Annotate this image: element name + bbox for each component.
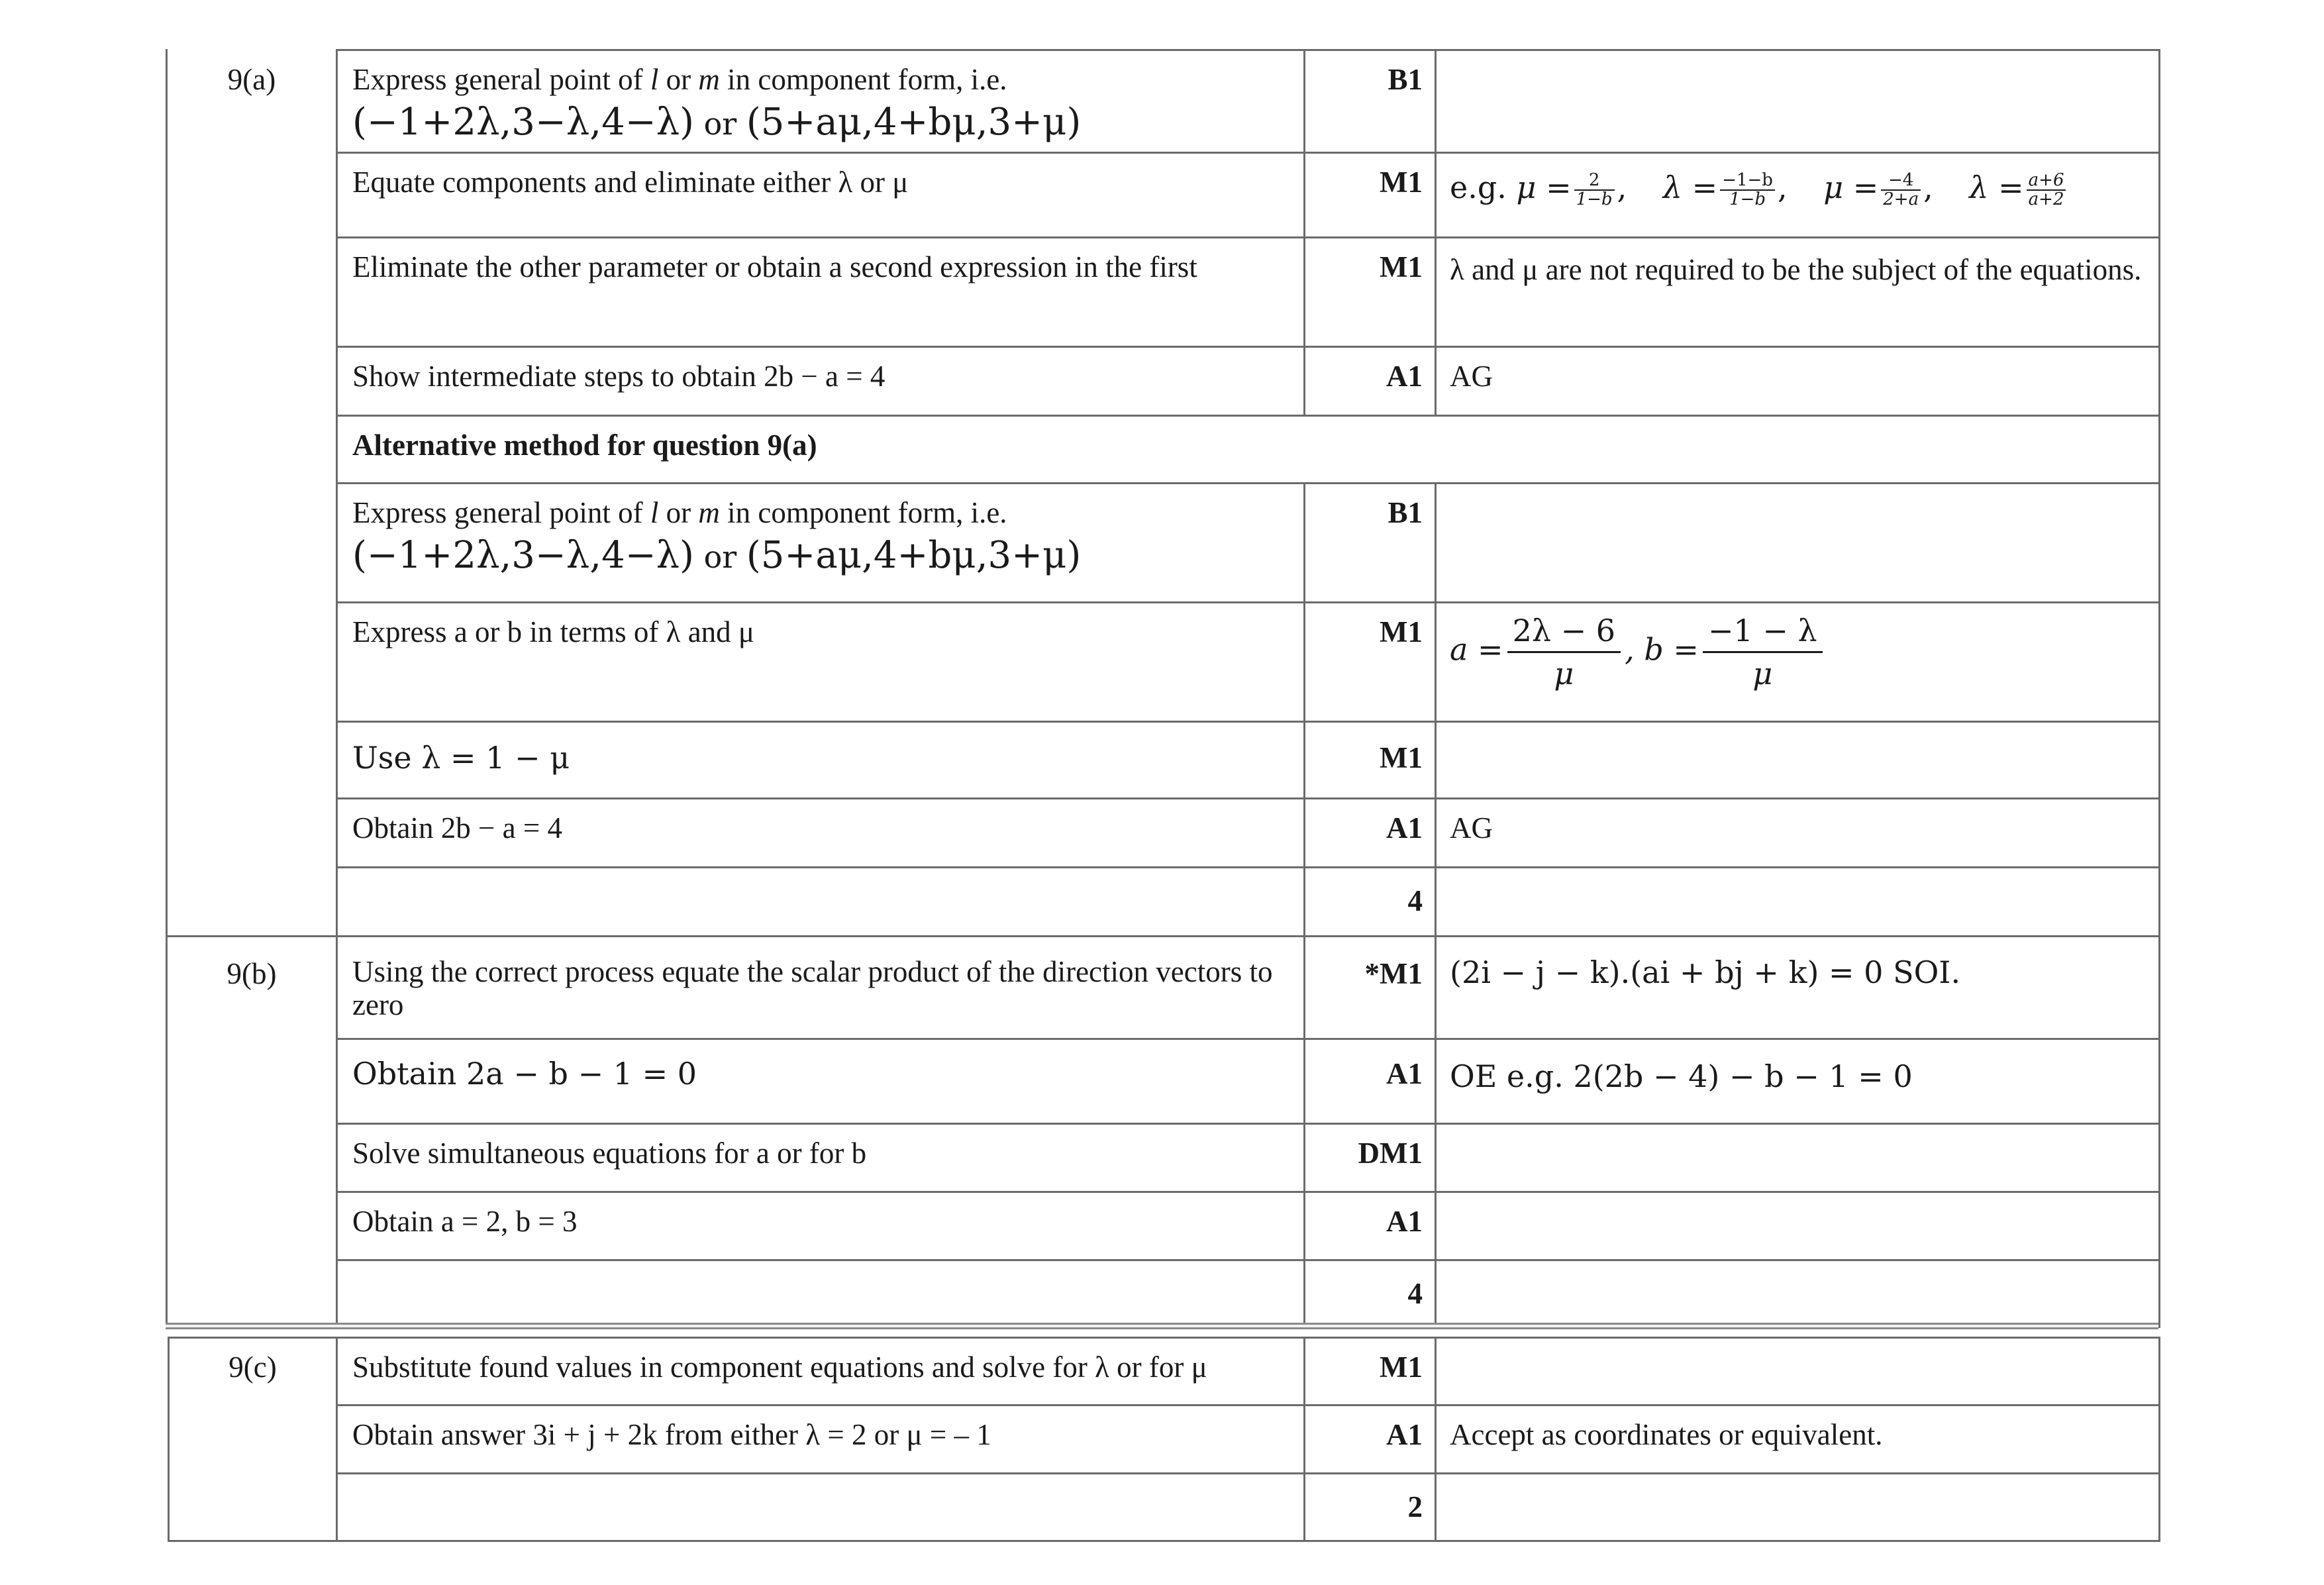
fraction <box>1720 172 1775 209</box>
table-row <box>167 1260 2160 1327</box>
question-number-cell <box>167 722 337 799</box>
fraction-numerator: 2λ − 6 <box>1507 610 1621 653</box>
table-row <box>167 603 2160 722</box>
answer-description: Equate components and eliminate either λ or μ <box>337 153 1305 238</box>
total-marks: 4 <box>1305 868 1436 937</box>
general-point-m: (5+aμ,4+bμ,3+μ) <box>746 534 1082 577</box>
question-number-cell <box>167 1039 337 1124</box>
table-row <box>169 1406 2160 1474</box>
total-marks: 4 <box>1305 1260 1436 1327</box>
fraction <box>1507 610 1621 694</box>
question-number-cell <box>167 416 337 484</box>
fraction-denominator: a+2 <box>2028 189 2064 209</box>
fraction-denominator: 1−b <box>1576 189 1613 209</box>
mark-code: M1 <box>1305 1338 1436 1406</box>
line-l: l <box>650 63 659 96</box>
question-number-cell <box>169 1406 337 1474</box>
desc-text: Express general point of <box>352 63 650 96</box>
guidance-cell <box>1436 1124 2160 1192</box>
fraction <box>2027 172 2066 209</box>
answer-description: Express a or b in terms of λ and μ <box>337 603 1305 722</box>
b-expression: , b = <box>1625 631 1699 668</box>
mark-code: M1 <box>1305 722 1436 799</box>
fraction-denominator: μ <box>1752 656 1773 692</box>
table-row <box>167 347 2160 416</box>
separator: , <box>1617 170 1627 205</box>
answer-description <box>337 1260 1305 1327</box>
question-number-9b: 9(b) <box>167 937 337 1039</box>
table-row <box>169 1474 2160 1541</box>
guidance-cell <box>1436 1192 2160 1260</box>
guidance-text: Accept as coordinates or equivalent. <box>1436 1406 2160 1474</box>
guidance-cell <box>1436 1260 2160 1327</box>
question-number-9c: 9(c) <box>169 1338 337 1406</box>
fraction-denominator: 2+a <box>1883 189 1919 209</box>
answer-description: Use λ = 1 − μ <box>337 722 1305 799</box>
answer-description <box>337 50 1305 153</box>
mark-code: A1 <box>1305 1406 1436 1474</box>
line-l: l <box>650 496 659 529</box>
guidance-cell <box>1436 603 2160 722</box>
fraction <box>1881 172 1921 209</box>
answer-description: Obtain a = 2, b = 3 <box>337 1192 1305 1260</box>
table-row <box>167 868 2160 937</box>
or-word: or <box>693 539 746 575</box>
answer-description <box>337 868 1305 937</box>
table-row <box>167 1124 2160 1192</box>
answer-description: Obtain 2b − a = 4 <box>337 799 1305 868</box>
answer-description <box>337 1474 1305 1541</box>
lambda-expression: λ = <box>1662 170 1718 205</box>
alternative-method-heading: Alternative method for question 9(a) <box>337 416 2160 484</box>
answer-description: Solve simultaneous equations for a or for b <box>337 1124 1305 1192</box>
question-number-cell <box>167 603 337 722</box>
guidance-text: AG <box>1436 799 2160 868</box>
total-marks: 2 <box>1305 1474 1436 1541</box>
section-divider <box>166 1323 2158 1329</box>
general-point-l: (−1+2λ,3−λ,4−λ) <box>352 534 694 577</box>
fraction-numerator: a+6 <box>2027 172 2066 191</box>
table-row <box>167 937 2160 1039</box>
lambda-expression: λ = <box>1969 170 2024 205</box>
answer-description: Substitute found values in component equations and solve for λ or for μ <box>337 1338 1305 1406</box>
mark-scheme-table-ab <box>166 49 2160 1328</box>
desc-text: Express general point of <box>352 496 650 529</box>
desc-text: or <box>658 63 699 96</box>
answer-description: Show intermediate steps to obtain 2b − a = 4 <box>337 347 1305 416</box>
mu-expression: μ = <box>1516 170 1572 205</box>
fraction-numerator: −1−b <box>1720 172 1775 191</box>
desc-text: in component form, i.e. <box>719 63 1007 96</box>
answer-description: Obtain answer 3i + j + 2k from either λ = 2 or μ = – 1 <box>337 1406 1305 1474</box>
table-row <box>167 722 2160 799</box>
guidance-cell <box>1436 484 2160 603</box>
question-number-cell <box>167 347 337 416</box>
mark-code: B1 <box>1305 50 1436 153</box>
fraction-numerator: 2 <box>1574 172 1615 191</box>
line-m: m <box>698 63 720 96</box>
desc-text: in component form, i.e. <box>719 496 1007 529</box>
question-number-cell <box>167 1192 337 1260</box>
question-number-cell <box>167 1260 337 1327</box>
mark-code: DM1 <box>1305 1124 1436 1192</box>
guidance-text: (2i − j − k).(ai + bj + k) = 0 SOI. <box>1436 937 2160 1039</box>
table-row <box>167 153 2160 238</box>
answer-description: Using the correct process equate the scalar product of the direction vectors to zero <box>337 937 1305 1039</box>
answer-description: Obtain 2a − b − 1 = 0 <box>337 1039 1305 1124</box>
table-row <box>167 1039 2160 1124</box>
table-row <box>167 238 2160 347</box>
guidance-text: OE e.g. 2(2b − 4) − b − 1 = 0 <box>1436 1039 2160 1124</box>
mark-code: B1 <box>1305 484 1436 603</box>
guidance-text: AG <box>1436 347 2160 416</box>
or-word: or <box>693 106 746 142</box>
answer-description <box>337 484 1305 603</box>
question-number-cell <box>167 238 337 347</box>
mark-code: A1 <box>1305 1039 1436 1124</box>
mark-scheme-table-c <box>168 1337 2160 1542</box>
question-number-cell <box>167 1124 337 1192</box>
guidance-cell <box>1436 868 2160 937</box>
answer-description: Eliminate the other parameter or obtain a second expression in the first <box>337 238 1305 347</box>
mark-code: M1 <box>1305 603 1436 722</box>
fraction-numerator: −4 <box>1881 172 1921 191</box>
mark-code: A1 <box>1305 799 1436 868</box>
guidance-cell <box>1436 50 2160 153</box>
table-row <box>169 1338 2160 1406</box>
general-point-m: (5+aμ,4+bμ,3+μ) <box>746 101 1082 144</box>
guidance-cell <box>1436 153 2160 238</box>
desc-text: or <box>658 496 699 529</box>
eg-label: e.g. <box>1450 170 1507 205</box>
fraction-denominator: μ <box>1554 656 1574 692</box>
mark-code: M1 <box>1305 153 1436 238</box>
mu-expression: μ = <box>1823 170 1879 205</box>
question-number-cell <box>167 484 337 603</box>
question-number-cell <box>167 868 337 937</box>
guidance-text: λ and μ are not required to be the subject of the equations. <box>1436 238 2160 347</box>
table-row <box>167 1192 2160 1260</box>
general-point-l: (−1+2λ,3−λ,4−λ) <box>352 101 694 144</box>
fraction-denominator: 1−b <box>1729 189 1766 209</box>
separator: , <box>1777 170 1788 205</box>
fraction <box>1574 172 1615 209</box>
question-number-cell <box>169 1474 337 1541</box>
question-number-cell <box>167 153 337 238</box>
a-expression: a = <box>1450 631 1503 668</box>
table-row <box>167 484 2160 603</box>
line-m: m <box>698 496 720 529</box>
guidance-cell <box>1436 722 2160 799</box>
fraction <box>1703 610 1823 694</box>
guidance-cell <box>1436 1338 2160 1406</box>
question-number-9a: 9(a) <box>167 50 337 153</box>
question-number-cell <box>167 799 337 868</box>
table-row <box>167 416 2160 484</box>
table-row <box>167 799 2160 868</box>
mark-code: M1 <box>1305 238 1436 347</box>
fraction-numerator: −1 − λ <box>1703 610 1823 653</box>
separator: , <box>1923 170 1933 205</box>
guidance-cell <box>1436 1474 2160 1541</box>
mark-code: A1 <box>1305 347 1436 416</box>
table-row <box>167 50 2160 153</box>
mark-code: A1 <box>1305 1192 1436 1260</box>
mark-code: *M1 <box>1305 937 1436 1039</box>
